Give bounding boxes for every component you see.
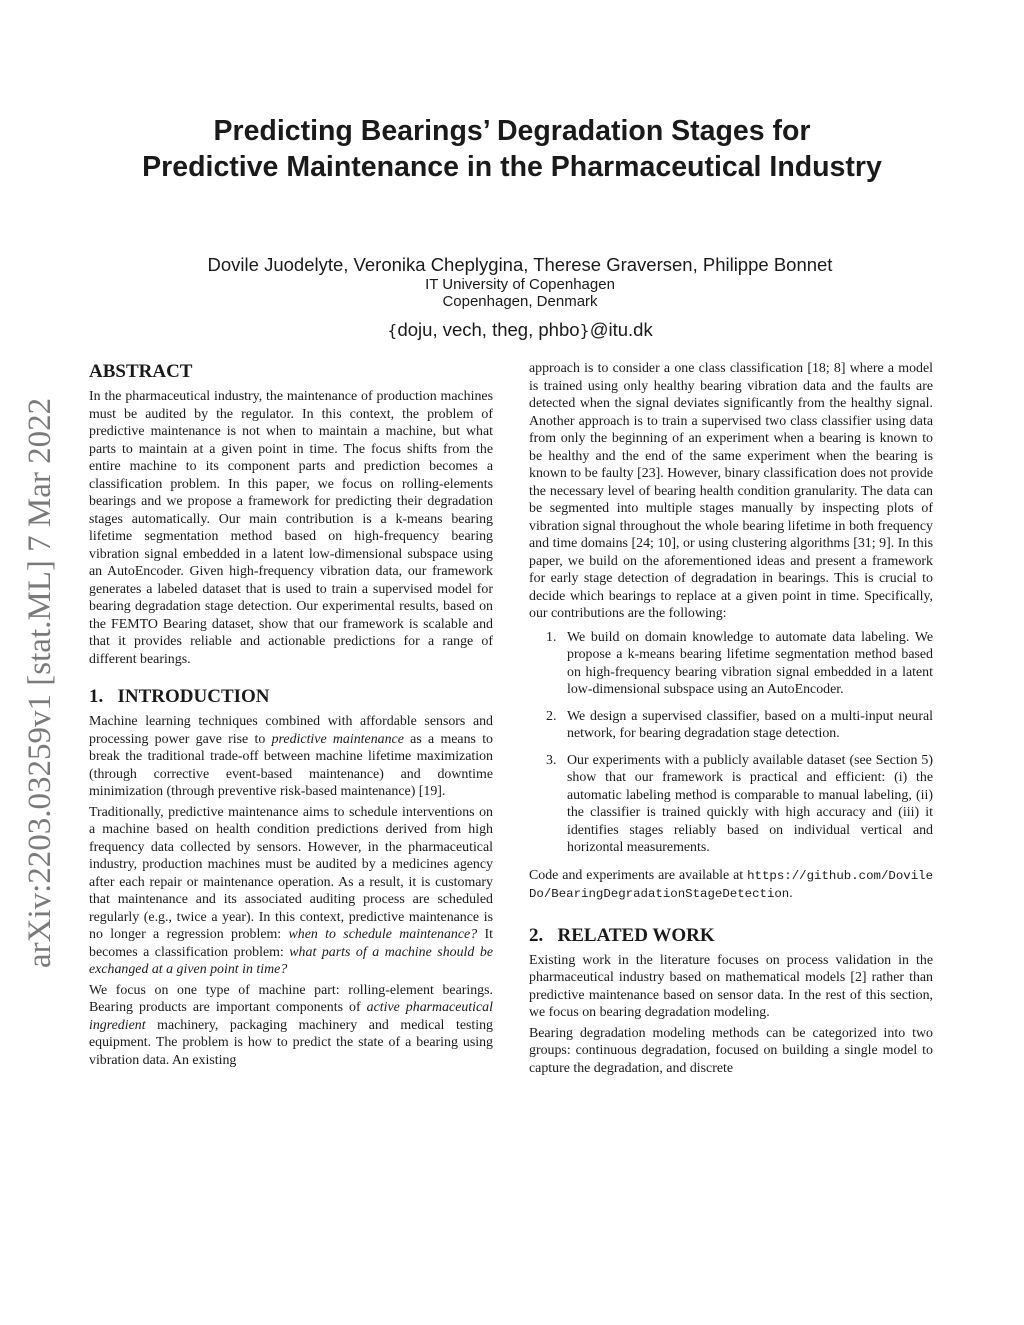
abstract-text: In the pharmaceutical industry, the maintenance of production machines must be audited by the regulator. In this context, the problem of predictive maintenance is not when to maintain a machine, but what parts to maintain at a given point in time. The focus shifts from the entire machine to its component parts and prediction becomes a classification problem. In this paper, we focus on rolling-elements bearings and we propose a framework for predicting their degradation stages automatically. Our main contribution is a k-means bearing lifetime segmentation method based on high-frequency bearing vibration signal embedded in a latent low-dimensional subspace using an AutoEncoder. Given high-frequency vibration data, our framework generates a labeled dataset that is used to train a supervised model for bearing degradation stage detection. Our experimental results, based on the FEMTO Bearing dataset, show that our framework is scalable and that it provides reliable and actionable predictions for a range of different bearings.	[89, 389, 493, 667]
author-block	[100, 254, 940, 342]
question-when-to-schedule: when to schedule maintenance?	[288, 927, 478, 942]
code-availability: Code and experiments are available at https://github.com/DovileDo/BearingDegradationStageDetection.	[529, 867, 933, 901]
email-open-brace: {	[387, 321, 398, 340]
related-work-paragraph-1: Existing work in the literature focuses on process validation in the pharmaceutical industry based on mathematical models [2] rather than predictive maintenance based on sensor data. In the rest of this section, we focus on bearing degradation modeling.	[529, 952, 933, 1020]
term-predictive-maintenance: predictive maintenance	[271, 731, 404, 747]
author-emails	[100, 319, 940, 342]
contribution-item: 3. Our experiments with a publicly available dataset (see Section 5) show that our framework is practical and efficient: (i) the automatic labeling method is comparable to manual labeling, (ii) the classifier is trained quickly with high accuracy and (iii) it identifies stages reliably based on individual vertical and horizontal measurements.	[546, 752, 933, 855]
introduction-heading: 1. INTRODUCTION	[89, 686, 270, 707]
contributions-list	[529, 629, 933, 857]
intro-paragraph-2: Traditionally, predictive maintenance aims to schedule interventions on a machine based on health condition predictions derived from high frequency data collected by sensors. However, in the pharmaceutical industry, production machines must be audited by a medicines agency after each repair or maintenance operation. As a result, it is customary that maintenance and its associated auditing process are scheduled regularly (e.g., twice a year). In this context, predictive maintenance is no longer a regression problem: when to schedule maintenance? It becomes a classification problem: what parts of a machine should be exchanged at a given point in time?	[89, 804, 493, 977]
paper-title-line-1: Predicting Bearings’ Degradation Stages for	[213, 115, 811, 147]
author-list: Dovile Juodelyte, Veronika Cheplygina, Therese Graversen, Philippe Bonnet	[207, 254, 833, 275]
abstract-heading: ABSTRACT	[89, 361, 193, 382]
affiliation-location: Copenhagen, Denmark	[442, 293, 598, 310]
related-work-paragraph-2: Bearing degradation modeling methods can be categorized into two groups: continuous degradation, focused on building a single model to capture the degradation, and discrete	[529, 1025, 933, 1076]
question-what-parts: what parts of a machine should be exchanged at a given point in time?	[89, 944, 493, 977]
intro-paragraph-1: Machine learning techniques combined with affordable sensors and processing power gave rise to predictive maintenance as a means to break the traditional trade-off between machine lifetime maximization (through corrective event-based maintenance) and downtime minimization (through preventive risk-based maintenance) [19].	[89, 714, 494, 799]
paper-title	[60, 113, 964, 185]
email-close-brace: }	[579, 321, 590, 340]
related-work-heading: 2. RELATED WORK	[529, 924, 715, 946]
right-column	[529, 360, 933, 1080]
arxiv-identifier-stamp: arXiv:2203.03259v1 [stat.ML] 7 Mar 2022	[22, 397, 58, 968]
intro-paragraph-3: We focus on one type of machine part: rolling-element bearings. Bearing products are important components of active pharmaceutical ingredient machinery, packaging machinery and medical testing equipment. The problem is how to predict the state of a bearing using vibration data. An existing	[89, 982, 493, 1068]
repository-link[interactable]: https://github.com/DovileDo/BearingDegradationStageDetection	[529, 868, 933, 901]
contribution-item: 1. We build on domain knowledge to automate data labeling. We propose a k-means bearing lifetime segmentation method based on high-frequency bearing vibration signal embedded in a latent low-dimensional subspace using an AutoEncoder.	[546, 629, 933, 697]
intro-paragraph-4: approach is to consider a one class classification [18; 8] where a model is trained using only healthy bearing vibration data and the faults are detected when the signal deviates significantly from the healthy signal. Another approach is to train a supervised two class classifier using data from only the beginning of an experiment when a bearing is known to be healthy and the end of the same experiment when the bearing is known to be faulty [23]. However, binary classification does not provide the necessary level of bearing health condition granularity. The data can be segmented into multiple stages manually by inspecting plots of vibration signal throughout the whole bearing lifetime in both frequency and time domains [24; 10], or using clustering algorithms [31; 9]. In this paper, we build on the aforementioned ideas and present a framework for early stage detection of degradation in bearings. This is crucial to decide which bearings to replace at a given point in time. Specifically, our contributions are the following:	[529, 361, 933, 621]
left-column	[89, 360, 493, 1072]
term-active-pharmaceutical-ingredient: active pharmaceutical ingredient	[89, 1000, 493, 1033]
email-usernames: doju, vech, theg, phbo	[397, 319, 580, 340]
contribution-item: 2. We design a supervised classifier, based on a multi-input neural network, for bearing degradation stage detection.	[546, 708, 933, 741]
affiliation-university: IT University of Copenhagen	[425, 276, 615, 293]
paper-title-line-2: Predictive Maintenance in the Pharmaceutical Industry	[142, 151, 882, 183]
email-domain: @itu.dk	[589, 319, 653, 340]
